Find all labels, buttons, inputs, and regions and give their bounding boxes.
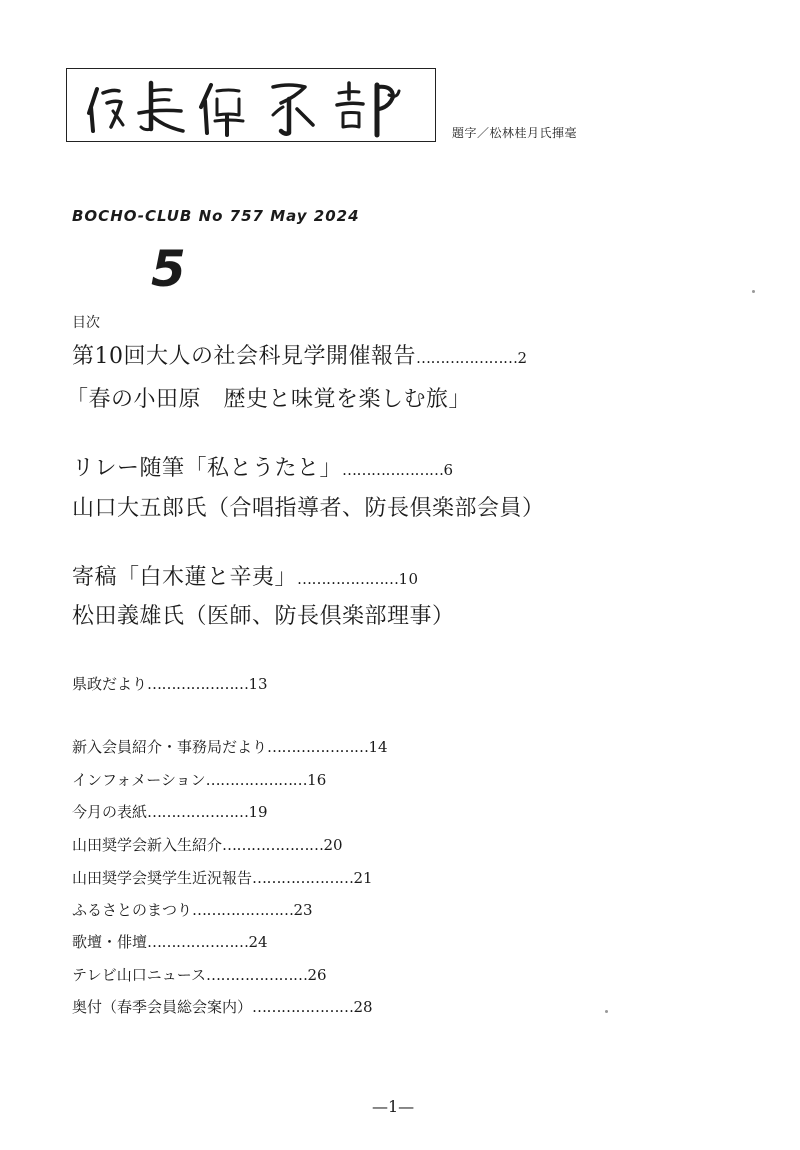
page-ref: 19 <box>248 803 268 821</box>
feature-title <box>72 454 454 485</box>
toc-item <box>72 932 268 952</box>
leader-dots: ………………… <box>147 675 249 693</box>
toc-item-title: テレビ山口ニュース <box>72 966 206 984</box>
feature-title <box>72 342 528 373</box>
page-ref: 13 <box>248 675 268 693</box>
page-ref: 23 <box>293 901 313 919</box>
leader-dots: ………………… <box>192 901 294 919</box>
feature-subtitle: 山口大五郎氏（合唱指導者、防長倶楽部会員） <box>72 496 545 521</box>
toc-item-title: 奥付（春季会員総会案内） <box>72 998 253 1016</box>
toc-label: 目次 <box>72 315 100 331</box>
toc-item-title: 今月の表紙 <box>72 803 148 821</box>
page-ref: 20 <box>323 836 343 854</box>
toc-item <box>72 965 327 985</box>
issue-line: BOCHO-CLUB No 757 May 2024 <box>72 207 360 225</box>
scan-speck <box>752 290 755 293</box>
page-ref: 10 <box>398 570 419 588</box>
page-ref: 16 <box>307 771 327 789</box>
toc-item <box>72 802 268 822</box>
leader-dots: ………………… <box>297 570 399 588</box>
toc-item <box>72 674 268 694</box>
calligraphy-logo <box>67 69 436 142</box>
page-number: —1— <box>372 1097 415 1116</box>
issue-number: 5 <box>151 240 186 298</box>
page-ref: 6 <box>443 461 454 479</box>
toc-item-title: インフォメーション <box>72 771 206 789</box>
leader-dots: ………………… <box>342 461 444 479</box>
leader-dots: ………………… <box>205 771 308 789</box>
feature-title <box>72 563 419 594</box>
page-ref: 24 <box>248 933 268 951</box>
toc-item <box>72 997 373 1017</box>
toc-item-title: 新入会員紹介・事務局だより <box>72 738 268 756</box>
feature-title-text: 寄稿「白木蓮と辛夷」 <box>72 565 298 590</box>
leader-dots: ………………… <box>252 998 354 1016</box>
toc-item-title: 山田奨学会新入生紹介 <box>72 836 223 854</box>
leader-dots: ………………… <box>205 966 308 984</box>
toc-item-title: ふるさとのまつり <box>72 901 193 919</box>
leader-dots: ………………… <box>147 933 249 951</box>
title-logo-box <box>66 68 436 142</box>
title-credit: 題字／松林桂月氏揮毫 <box>452 126 578 140</box>
toc-item-title: 歌壇・俳壇 <box>72 933 148 951</box>
feature-subtitle: 「春の小田原 歴史と味覚を楽しむ旅」 <box>66 387 472 412</box>
feature-title-text: リレー随筆「私とうたと」 <box>72 456 343 481</box>
page-ref: 28 <box>353 998 373 1016</box>
toc-item-title: 県政だより <box>72 675 148 693</box>
leader-dots: ………………… <box>222 836 324 854</box>
feature-title-text: 第10回大人の社会科見学開催報告 <box>72 344 416 369</box>
toc-item-title: 山田奨学会奨学生近況報告 <box>72 869 253 887</box>
page-ref: 2 <box>517 349 528 367</box>
page-ref: 26 <box>307 966 327 984</box>
toc-item <box>72 737 388 757</box>
feature-subtitle: 松田義雄氏（医師、防長倶楽部理事） <box>72 604 455 629</box>
leader-dots: ………………… <box>252 869 354 887</box>
toc-item <box>72 835 343 855</box>
leader-dots: ………………… <box>416 349 518 367</box>
page-ref: 14 <box>368 738 388 756</box>
toc-item <box>72 900 313 920</box>
toc-item <box>72 868 373 888</box>
toc-item <box>72 770 326 790</box>
page-ref: 21 <box>353 869 373 887</box>
leader-dots: ………………… <box>267 738 369 756</box>
leader-dots: ………………… <box>147 803 249 821</box>
scan-speck <box>605 1010 608 1013</box>
